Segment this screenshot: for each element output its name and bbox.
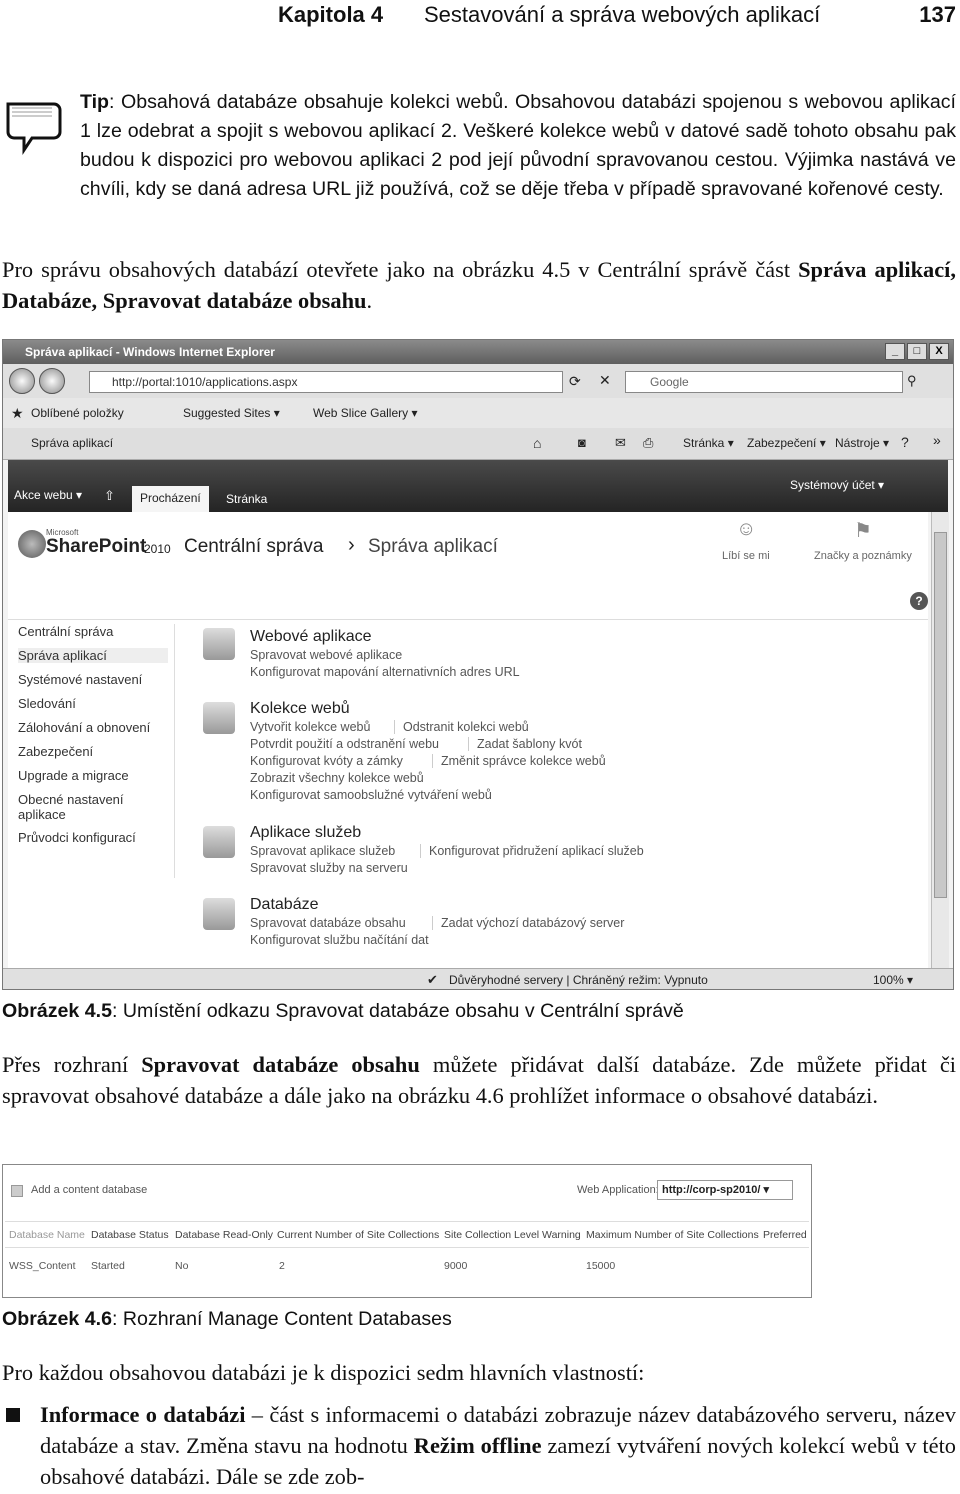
address-toolbar — [3, 364, 953, 398]
tip-body: : Obsahová databáze obsahuje kolekci webů. Obsahovou databázi spojenou s webovou aplikací 1 lze odebrat a spojit s webovou aplikací 2. Veškeré kolekce webů v datové sadě tohoto obsahu pak budou k dispozici pro webovou aplikaci 2 pod její původní spravovanou cestou. Výjimka nastává ve chvíli, kdy se daná adresa URL již používá, což se děje třeba v případě spravované kořenové cesty. — [80, 91, 956, 200]
star-icon: ★ — [11, 405, 24, 421]
minimize-button[interactable]: _ — [885, 343, 905, 360]
search-input[interactable]: Google — [625, 371, 903, 393]
mail-icon[interactable]: ✉ — [615, 435, 626, 450]
chapter-title: Sestavování a správa webových aplikací — [424, 2, 821, 27]
tags-notes-button[interactable]: Značky a poznámky — [814, 550, 912, 562]
brand-microsoft: Microsoft — [46, 528, 79, 537]
table-cell: 15000 — [586, 1260, 616, 1272]
service-apps-icon — [203, 826, 235, 858]
group-link[interactable]: Konfigurovat kvóty a zámky — [250, 754, 403, 768]
group-title: Kolekce webů — [250, 700, 350, 717]
group-title: Aplikace služeb — [250, 824, 362, 841]
table-cell[interactable]: WSS_Content — [9, 1260, 76, 1272]
table-cell: No — [175, 1260, 189, 1272]
tool-page[interactable]: Stránka ▾ — [683, 436, 734, 450]
column-header[interactable]: Database Read-Only — [175, 1229, 274, 1241]
breadcrumb-current: Správa aplikací — [368, 536, 498, 557]
sharepoint-logo-icon — [18, 530, 46, 558]
brand-year: 2010 — [144, 542, 171, 556]
quicknav-item[interactable]: Průvodci konfigurací — [18, 830, 136, 845]
figure-caption-4-6 — [2, 1308, 452, 1331]
group-link[interactable]: Odstranit kolekci webů — [394, 720, 529, 734]
vertical-scrollbar[interactable] — [931, 512, 949, 968]
forward-icon[interactable] — [39, 368, 65, 394]
table-cell: Started — [91, 1260, 125, 1272]
group-link[interactable]: Konfigurovat přidružení aplikací služeb — [420, 844, 644, 858]
caption-text: : Umístění odkazu Spravovat databáze obsahu v Centrální správě — [112, 1000, 684, 1022]
web-apps-icon — [203, 628, 235, 660]
paragraph-3: Pro každou obsahovou databázi je k dispozici sedm hlavních vlastností: — [2, 1360, 645, 1385]
tab-bar — [3, 428, 953, 460]
shield-icon: ✔ — [427, 972, 438, 987]
add-icon — [11, 1185, 23, 1197]
chevron-more-icon[interactable]: » — [933, 432, 941, 448]
quicknav-item[interactable]: Obecné nastavení aplikace — [18, 792, 124, 822]
speech-bubble-icon — [2, 96, 64, 158]
database-icon — [203, 898, 235, 930]
paragraph-2-bold: Spravovat databáze obsahu — [141, 1052, 420, 1077]
tip-text — [80, 88, 956, 204]
site-actions-menu[interactable]: Akce webu ▾ — [14, 488, 83, 502]
page-number: 137 — [919, 2, 956, 27]
maximize-button[interactable]: □ — [907, 343, 927, 360]
tool-tools[interactable]: Nástroje ▾ — [835, 436, 890, 450]
figure-caption-4-5 — [2, 1000, 684, 1023]
group-link[interactable]: Konfigurovat samoobslužné vytváření webů — [250, 788, 492, 802]
web-application-label: Web Application: — [577, 1184, 659, 1196]
tool-security[interactable]: Zabezpečení ▾ — [747, 436, 826, 450]
quicknav-item[interactable]: Upgrade a migrace — [18, 768, 129, 783]
chapter-label: Kapitola 4 — [278, 2, 384, 27]
search-icon[interactable]: ⚲ — [907, 373, 917, 388]
sharepoint-body — [8, 620, 928, 968]
group-title: Databáze — [250, 896, 319, 913]
group-link[interactable]: Změnit správce kolekce webů — [432, 754, 606, 768]
column-header[interactable]: Maximum Number of Site Collections — [586, 1229, 759, 1241]
screenshot-central-admin — [2, 339, 954, 990]
paragraph-1-end: . — [366, 288, 373, 313]
window-title-bar — [3, 340, 953, 364]
group-link[interactable]: Konfigurovat službu načítání dat — [250, 933, 429, 947]
feed-icon[interactable]: ◙ — [578, 435, 586, 450]
window-title: Správa aplikací - Windows Internet Explorer — [25, 345, 275, 359]
manage-content-db-link[interactable]: Spravovat databáze obsahu — [250, 916, 406, 930]
column-header[interactable]: Site Collection Level Warning — [444, 1229, 581, 1241]
column-header[interactable]: Current Number of Site Collections — [277, 1229, 440, 1241]
group-link[interactable]: Zobrazit všechny kolekce webů — [250, 771, 424, 785]
bullet-term: Informace o databázi — [40, 1402, 246, 1427]
bullet-text-2: zamezí vytváření nových kolekcí webů v této obsahové databázi. Dále se zde zob- — [40, 1433, 956, 1489]
column-header[interactable]: Database Status — [91, 1229, 169, 1241]
paragraph-1-bold: Správa aplikací, Databáze, Spravovat databáze obsahu — [2, 257, 956, 313]
paragraph-2 — [2, 1049, 956, 1111]
scrollbar-thumb[interactable] — [934, 532, 947, 898]
like-icon[interactable]: ☺ — [736, 518, 757, 540]
status-text: Důvěryhodné servery | Chráněný režim: Vypnuto — [449, 973, 708, 987]
group-link[interactable]: Vytvořit kolekce webů — [250, 720, 371, 734]
tag-icon[interactable]: ⚑ — [854, 520, 872, 542]
bullet-item — [40, 1399, 956, 1492]
zoom-level[interactable]: 100% ▾ — [873, 973, 914, 987]
quicknav-item[interactable]: Sledování — [18, 696, 76, 711]
quicknav-item-selected[interactable]: Správa aplikací — [18, 648, 168, 663]
quicknav-item[interactable]: Zabezpečení — [18, 744, 94, 759]
paragraph-2-end: můžete přidávat další databáze. Zde můžete přidat či spravovat obsahové databáze a dále jako na obrázku 4.6 prohlížet informace o obsahové databázi. — [2, 1052, 956, 1108]
group-link[interactable]: Spravovat webové aplikace — [250, 648, 403, 662]
quicknav-item[interactable]: Zálohování a obnovení — [18, 720, 151, 735]
favorites-button[interactable]: Oblíbené položky — [31, 406, 124, 420]
site-collections-icon — [203, 702, 235, 734]
add-content-database-link[interactable]: Add a content database — [31, 1184, 148, 1196]
bullet-term-2: Režim offline — [413, 1433, 542, 1458]
bullet-square-icon — [6, 1408, 20, 1422]
home-icon[interactable]: ⌂ — [533, 435, 542, 451]
column-header[interactable]: Database Name — [9, 1229, 85, 1241]
group-title: Webové aplikace — [250, 628, 372, 645]
tip-label: Tip — [80, 91, 110, 113]
group-link[interactable]: Konfigurovat mapování alternativních adres URL — [250, 665, 520, 679]
quicknav-item[interactable]: Systémové nastavení — [18, 672, 143, 687]
help-icon[interactable]: ? — [910, 592, 928, 610]
user-account-menu[interactable]: Systémový účet ▾ — [790, 478, 885, 492]
status-bar — [3, 968, 953, 990]
browser-tab[interactable]: Správa aplikací — [31, 436, 114, 450]
web-application-select[interactable]: http://corp-sp2010/ ▾ — [657, 1180, 793, 1200]
group-link[interactable]: Spravovat služby na serveru — [250, 861, 408, 875]
paragraph-2-start: Přes rozhraní — [2, 1052, 142, 1077]
back-icon[interactable] — [9, 368, 35, 394]
quicknav-item[interactable]: Centrální správa — [18, 624, 114, 639]
navigate-up-icon[interactable]: ⇧ — [104, 488, 115, 503]
suggested-sites-link[interactable]: Suggested Sites ▾ — [183, 406, 280, 420]
group-link[interactable]: Zadat výchozí databázový server — [432, 916, 624, 930]
like-button[interactable]: Líbí se mi — [722, 550, 770, 562]
group-link[interactable]: Spravovat aplikace služeb — [250, 844, 396, 858]
table-cell: 9000 — [444, 1260, 468, 1272]
paragraph-1-text: Pro správu obsahových databází otevřete jako na obrázku 4.5 v Centrální správě část — [2, 257, 799, 282]
caption-label: Obrázek 4.6 — [2, 1308, 113, 1330]
header-divider — [5, 1221, 809, 1222]
breadcrumb-separator: › — [348, 534, 355, 556]
sharepoint-header — [8, 512, 928, 620]
address-input[interactable]: http://portal:1010/applications.aspx — [89, 371, 563, 393]
row-divider — [5, 1247, 809, 1248]
column-header[interactable]: Preferred — [763, 1229, 807, 1241]
close-button[interactable]: X — [929, 343, 949, 360]
caption-text: : Rozhraní Manage Content Databases — [112, 1308, 452, 1330]
caption-label: Obrázek 4.5 — [2, 1000, 113, 1022]
tab-browse[interactable]: Procházení — [132, 486, 209, 512]
print-icon[interactable]: ⎙ — [643, 435, 654, 450]
tab-page[interactable]: Stránka — [226, 492, 268, 506]
paragraph-1 — [2, 254, 956, 316]
running-header — [0, 0, 960, 30]
bullet-text: – část s informacemi o databázi zobrazuje název databázového serveru, název databáze a stav. Změna stavu na hodnotu — [40, 1402, 956, 1458]
group-link[interactable]: Potvrdit použití a odstranění webu — [250, 737, 440, 751]
stop-icon[interactable]: ✕ — [599, 372, 611, 388]
brand-name: SharePoint — [46, 536, 147, 557]
favorites-bar — [3, 398, 953, 428]
screenshot-manage-content-db — [2, 1164, 812, 1298]
breadcrumb-root[interactable]: Centrální správa — [184, 536, 324, 557]
help-circle-icon[interactable]: ? — [901, 434, 909, 450]
sharepoint-ribbon — [8, 460, 948, 512]
table-cell: 2 — [279, 1260, 285, 1272]
group-link[interactable]: Zadat šablony kvót — [468, 737, 582, 751]
refresh-icon[interactable]: ⟳ — [569, 373, 581, 389]
web-slice-gallery-link[interactable]: Web Slice Gallery ▾ — [313, 406, 418, 420]
